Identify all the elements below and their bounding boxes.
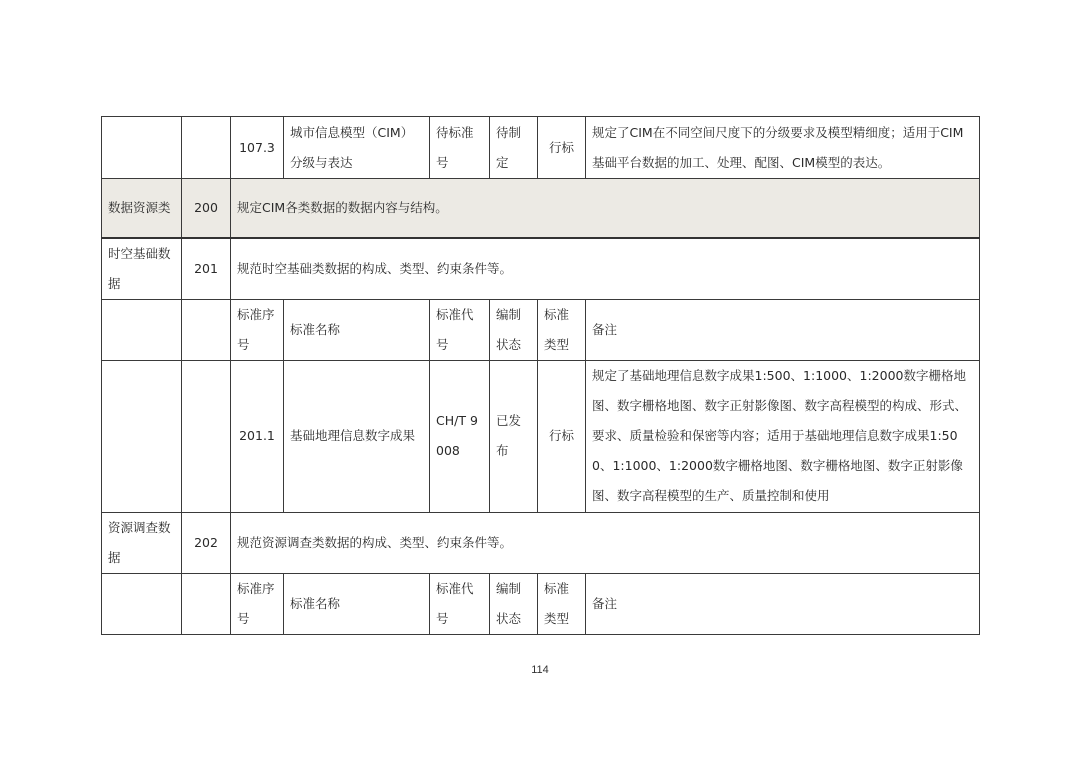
header-std-code-cell: 标准代号 <box>430 573 490 634</box>
category-cell <box>102 299 182 360</box>
section-row-202 <box>102 512 980 573</box>
header-name-cell: 标准名称 <box>284 573 430 634</box>
section-desc-cell: 规定CIM各类数据的数据内容与结构。 <box>231 179 980 238</box>
header-type-cell: 标准类型 <box>538 299 586 360</box>
category-cell <box>102 573 182 634</box>
header-status-cell: 编制状态 <box>490 573 538 634</box>
header-note-cell: 备注 <box>586 299 980 360</box>
note-cell: 规定了基础地理信息数字成果1:500、1:1000、1:2000数字栅格地图、数字栅格地图、数字正射影像图、数字高程模型的构成、形式、要求、质量检验和保密等内容；适用于基础地理信息数字成果1:500、1:1000、1:2000数字栅格地图、数字栅格地图、数字正射影像图、数字高程模型的生产、质量控制和使用 <box>586 360 980 512</box>
header-type-cell: 标准类型 <box>538 573 586 634</box>
standard-code-cell: 待标准号 <box>430 117 490 179</box>
standard-seq-cell: 201.1 <box>231 360 284 512</box>
type-cell: 行标 <box>538 117 586 179</box>
section-category-cell: 数据资源类 <box>102 179 182 238</box>
section-category-cell: 时空基础数据 <box>102 238 182 300</box>
header-note-cell: 备注 <box>586 573 980 634</box>
header-std-code-cell: 标准代号 <box>430 299 490 360</box>
code-cell <box>182 360 231 512</box>
table-row-107-3 <box>102 117 980 179</box>
standard-name-cell: 基础地理信息数字成果 <box>284 360 430 512</box>
type-cell: 行标 <box>538 360 586 512</box>
table-header-row-202 <box>102 573 980 634</box>
code-cell <box>182 299 231 360</box>
section-row-201 <box>102 238 980 300</box>
section-row-200 <box>102 179 980 238</box>
header-seq-cell: 标准序号 <box>231 299 284 360</box>
code-cell <box>182 573 231 634</box>
code-cell <box>182 117 231 179</box>
page-number: 114 <box>531 664 549 676</box>
header-seq-cell: 标准序号 <box>231 573 284 634</box>
section-desc-cell: 规范时空基础类数据的构成、类型、约束条件等。 <box>231 238 980 300</box>
standard-name-cell: 城市信息模型（CIM）分级与表达 <box>284 117 430 179</box>
section-code-cell: 202 <box>182 512 231 573</box>
note-cell: 规定了CIM在不同空间尺度下的分级要求及模型精细度；适用于CIM基础平台数据的加工、处理、配图、CIM模型的表达。 <box>586 117 980 179</box>
header-status-cell: 编制状态 <box>490 299 538 360</box>
table-header-row-201 <box>102 299 980 360</box>
standard-code-cell: CH/T 9008 <box>430 360 490 512</box>
table-row-201-1 <box>102 360 980 512</box>
section-code-cell: 201 <box>182 238 231 300</box>
section-desc-cell: 规范资源调查类数据的构成、类型、约束条件等。 <box>231 512 980 573</box>
section-category-cell: 资源调查数据 <box>102 512 182 573</box>
header-name-cell: 标准名称 <box>284 299 430 360</box>
status-cell: 已发布 <box>490 360 538 512</box>
standards-table <box>101 116 980 635</box>
category-cell <box>102 360 182 512</box>
section-code-cell: 200 <box>182 179 231 238</box>
status-cell: 待制定 <box>490 117 538 179</box>
category-cell <box>102 117 182 179</box>
standard-seq-cell: 107.3 <box>231 117 284 179</box>
